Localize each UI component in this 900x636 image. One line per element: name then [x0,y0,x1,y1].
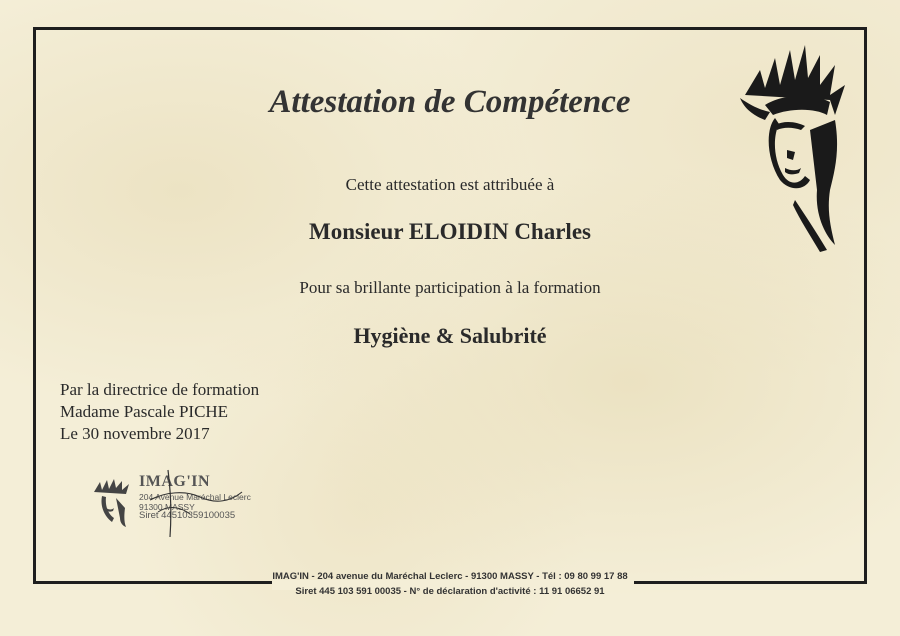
footer-address: IMAG'IN - 204 avenue du Maréchal Leclerc - 91300 MASSY - Tél : 09 80 99 17 88 [272,571,628,582]
signatory-name: Madame Pascale PICHE [60,402,229,421]
signature-date: Le 30 novembre 2017 [60,424,210,443]
stamp-city: 91300 MASSY [139,502,195,512]
stamp-street: 204 Avenue Maréchal Leclerc [139,492,251,502]
certificate-title: Attestation de Compétence [269,84,631,120]
stamp-company-name: IMAG'IN [139,473,211,490]
signatory-role: Par la directrice de formation [60,380,260,399]
stamp-siret: Siret 44510359100035 [139,510,236,521]
recipient-name: Monsieur ELOIDIN Charles [309,219,591,244]
course-name: Hygiène & Salubrité [353,323,547,348]
participation-text: Pour sa brillante participation à la formation [299,278,601,297]
stylized-face-logo-icon [92,478,132,528]
signatory-block [60,379,259,445]
intro-text: Cette attestation est attribuée à [345,175,555,194]
handwritten-signature [130,462,250,542]
footer-registration: Siret 445 103 591 00035 - N° de déclaration d'activité : 11 91 06652 91 [295,586,605,597]
